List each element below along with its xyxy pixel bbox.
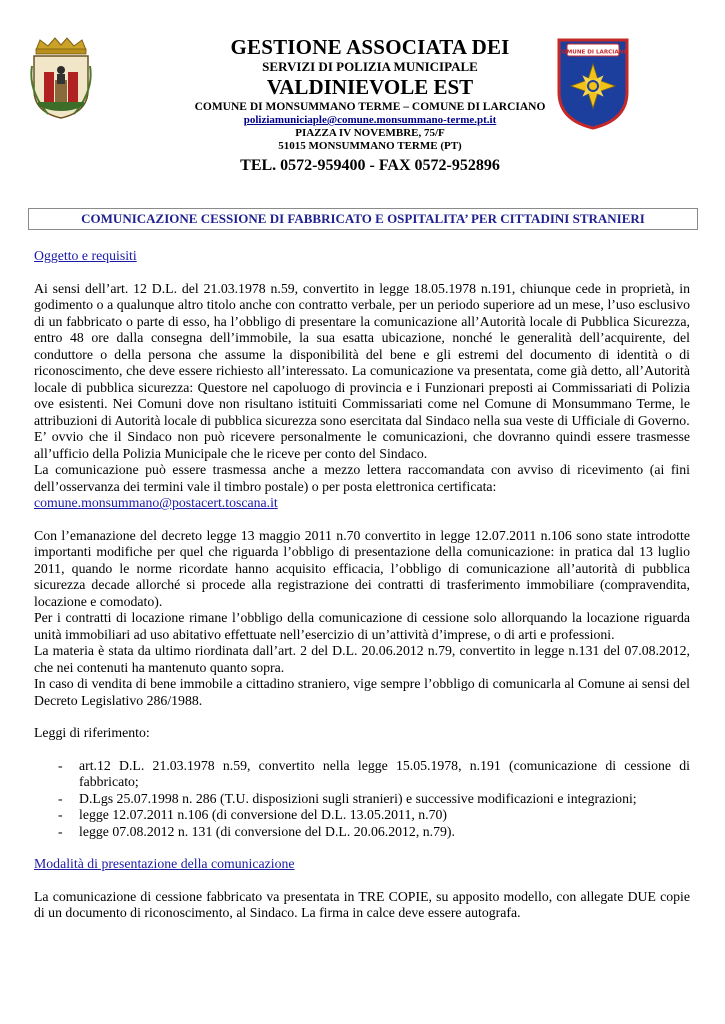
- header-email-link[interactable]: poliziamuniciaple@comune.monsummano-terme.pt.it: [243, 114, 497, 126]
- header-city: 51015 MONSUMMANO TERME (PT): [278, 140, 462, 152]
- paragraph-5: Per i contratti di locazione rimane l’obbligo della comunicazione di cessione solo allorquando la locazione riguarda unità immobiliari ad uso abitativo effettuate nell’esercizio di un’attività d’imprese, o di arti e professioni.: [34, 610, 690, 642]
- header-title: GESTIONE ASSOCIATA DEI: [230, 35, 510, 59]
- list-item: - art.12 D.L. 21.03.1978 n.59, convertito nella legge 15.05.1978, n.191 (comunicazione di cessione di fabbricato;: [58, 757, 690, 789]
- pec-email-link[interactable]: comune.monsummano@postacert.toscana.it: [34, 495, 278, 510]
- paragraph-3: La comunicazione può essere trasmessa anche a mezzo lettera raccomandata con avviso di ricevimento (ai fini dell’osservanza dei termini vale il timbro postale) o per posta elettronica certificata:: [34, 462, 690, 494]
- monsummano-crest-icon: [28, 36, 94, 120]
- list-item: - D.Lgs 25.07.1998 n. 286 (T.U. disposizioni sugli stranieri) e successive modificazioni e integrazioni;: [58, 790, 637, 806]
- header-title-2: VALDINIEVOLE EST: [266, 75, 474, 99]
- paragraph-7: In caso di vendita di bene immobile a cittadino straniero, vige sempre l’obbligo di comunicarla al Comune ai sensi del Decreto Legislativo 286/1988.: [34, 676, 690, 708]
- references-heading: Leggi di riferimento:: [34, 725, 150, 740]
- crest-label: COMUNE DI LARCIANO: [557, 49, 629, 56]
- header-subtitle: SERVIZI DI POLIZIA MUNICIPALE: [262, 59, 478, 74]
- paragraph-1: Ai sensi dell’art. 12 D.L. del 21.03.1978 n.59, convertito in legge 18.05.1978 n.191, chiunque cede in proprietà, in godimento o a qualunque altro titolo anche con contratto verbale, per un periodo superiore ad un mese, l’uso esclusivo di un fabbricato o parte di esso, ha l’obbligo di presentare la comunicazione all’Autorità locale di Pubblica Sicurezza, entro 48 ore dalla consegna dell’immobile, la sua esatta ubicazione, nonché le generalità dell’acquirente, del conduttore o della persona che assume la disponibilità del bene e gli estremi del documento di identità o di riconoscimento, che deve essere richiesto all’interessato. La comunicazione va presentata, come già detto, all’Autorità locale di pubblica sicurezza: Questore nel capoluogo di provincia e i Funzionari preposti ai Commissariati di Polizia ove esistenti. Nei Comuni dove non risultano istituiti Commissariati come nel Comune di Monsummano Terme, le attribuzioni di Autorità locale di pubblica sicurezza sono esercitata dal Sindaco nella sua veste di Ufficiale di Governo.: [34, 280, 690, 428]
- list-item: - legge 12.07.2011 n.106 (di conversione del D.L. 13.05.2011, n.70): [58, 807, 447, 822]
- larciano-crest-icon: [555, 34, 631, 130]
- header: [150, 35, 590, 176]
- header-comuni: COMUNE DI MONSUMMANO TERME – COMUNE DI LARCIANO: [194, 101, 546, 113]
- paragraph-8: La comunicazione di cessione fabbricato va presentata in TRE COPIE, su apposito modello, con allegate DUE copie di un documento di riconoscimento, al Sindaco. La firma in calce deve essere autografa.: [34, 888, 690, 920]
- section-heading-modalita: Modalità di presentazione della comunicazione: [34, 856, 295, 871]
- section-heading-oggetto: Oggetto e requisiti: [34, 248, 137, 263]
- list-item: - legge 07.08.2012 n. 131 (di conversione del D.L. 20.06.2012, n.79).: [58, 823, 455, 839]
- document-title: COMUNICAZIONE CESSIONE DI FABBRICATO E OSPITALITA’ PER CITTADINI STRANIERI: [28, 208, 698, 230]
- references-list: [34, 758, 690, 841]
- header-tel-fax: TEL. 0572-959400 - FAX 0572-952896: [240, 157, 500, 174]
- paragraph-2: E’ ovvio che il Sindaco non può ricevere personalmente le comunicazioni, che dovranno quindi essere trasmesse all’ufficio della Polizia Municipale che le riceve per conto del Sindaco.: [34, 429, 690, 461]
- paragraph-6: La materia è stata da ultimo riordinata dall’art. 2 del D.L. 20.06.2012 n.79, convertito in legge n.131 del 07.08.2012, che nei contenuti ha mantenuto quanto sopra.: [34, 643, 690, 675]
- paragraph-4: Con l’emanazione del decreto legge 13 maggio 2011 n.70 convertito in legge 12.07.2011 n.106 sono state introdotte importanti modifiche per quel che riguarda l’obbligo di presentazione della comunicazione: in pratica dal 13 luglio 2011, quando le norme ricordate hanno acquisito efficacia, l’obbligo di comunicazione all’autorità di pubblica sicurezza decade allorché si procede alla registrazione dei contratti di trasferimento immobiliare (compravendita, locazione e comodato).: [34, 527, 690, 609]
- header-address: PIAZZA IV NOVEMBRE, 75/F: [295, 127, 445, 139]
- document-body: [34, 248, 690, 922]
